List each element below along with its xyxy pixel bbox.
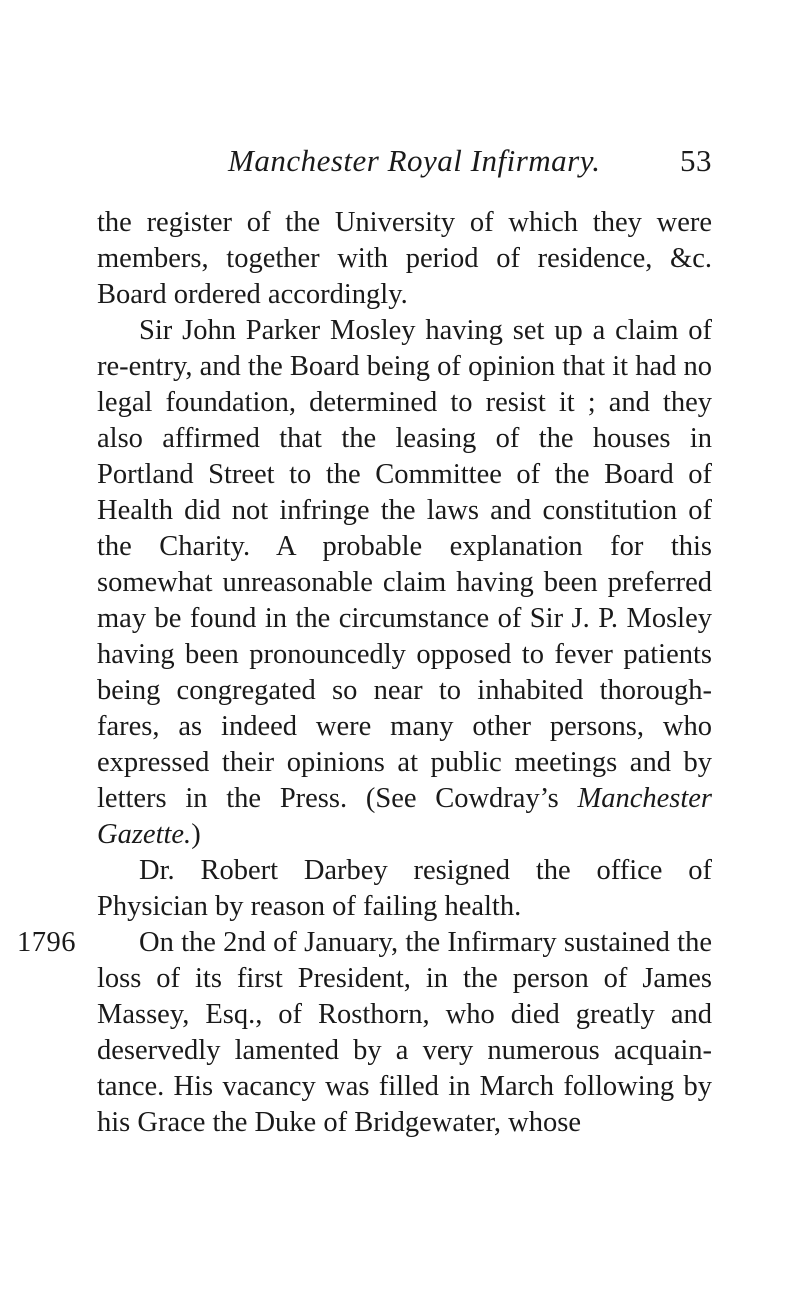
paragraph-1796-wrapper bbox=[17, 925, 712, 1141]
paragraph-text: On the 2nd of January, the Infirmary sustained the loss of its first President, in the person of James Massey, Esq., of Rosthorn, who died greatly and deservedly lamented by a very numerous acquain-tance. His vacancy was filled in March following by his Grace the Duke of Bridgewater, whose bbox=[97, 927, 712, 1138]
paragraph-text: Sir John Parker Mosley having set up a claim of re-entry, and the Board being of opinion that it had no legal foundation, determined to resist it ; and they also affirmed that the leasing of the houses in Portland Street to the Committee of the Board of Health did not infringe the laws and constitution of the Charity. A probable explanation for this somewhat unreasonable claim having been preferred may be found in the circumstance of Sir J. P. Mosley having been pronouncedly opposed to fever patients being congregated so near to inhabited thorough-fares, as indeed were many other persons, who expressed their opinions at public meetings and by letters in the Press. (See Cowdray’s bbox=[97, 315, 712, 814]
body-text bbox=[17, 205, 712, 1141]
margin-year: 1796 bbox=[17, 927, 76, 958]
paragraph-register bbox=[97, 205, 712, 313]
paragraph-massey-death bbox=[97, 925, 712, 1141]
running-head bbox=[228, 140, 712, 182]
newspaper-title: Manchester Gazette. bbox=[97, 783, 712, 850]
page-number: 53 bbox=[680, 143, 712, 178]
closing-parenthesis: ) bbox=[191, 819, 201, 850]
paragraph-text: the register of the University of which they were members, together with period of residence, &c. Board ordered accordingly. bbox=[97, 207, 712, 310]
running-title: Manchester Royal Infirmary. bbox=[228, 143, 601, 178]
paragraph-darbey-resignation bbox=[97, 853, 712, 925]
paragraph-text: Dr. Robert Darbey resigned the office of Physician by reason of failing health. bbox=[97, 855, 712, 922]
paragraph-mosley-claim bbox=[97, 313, 712, 853]
